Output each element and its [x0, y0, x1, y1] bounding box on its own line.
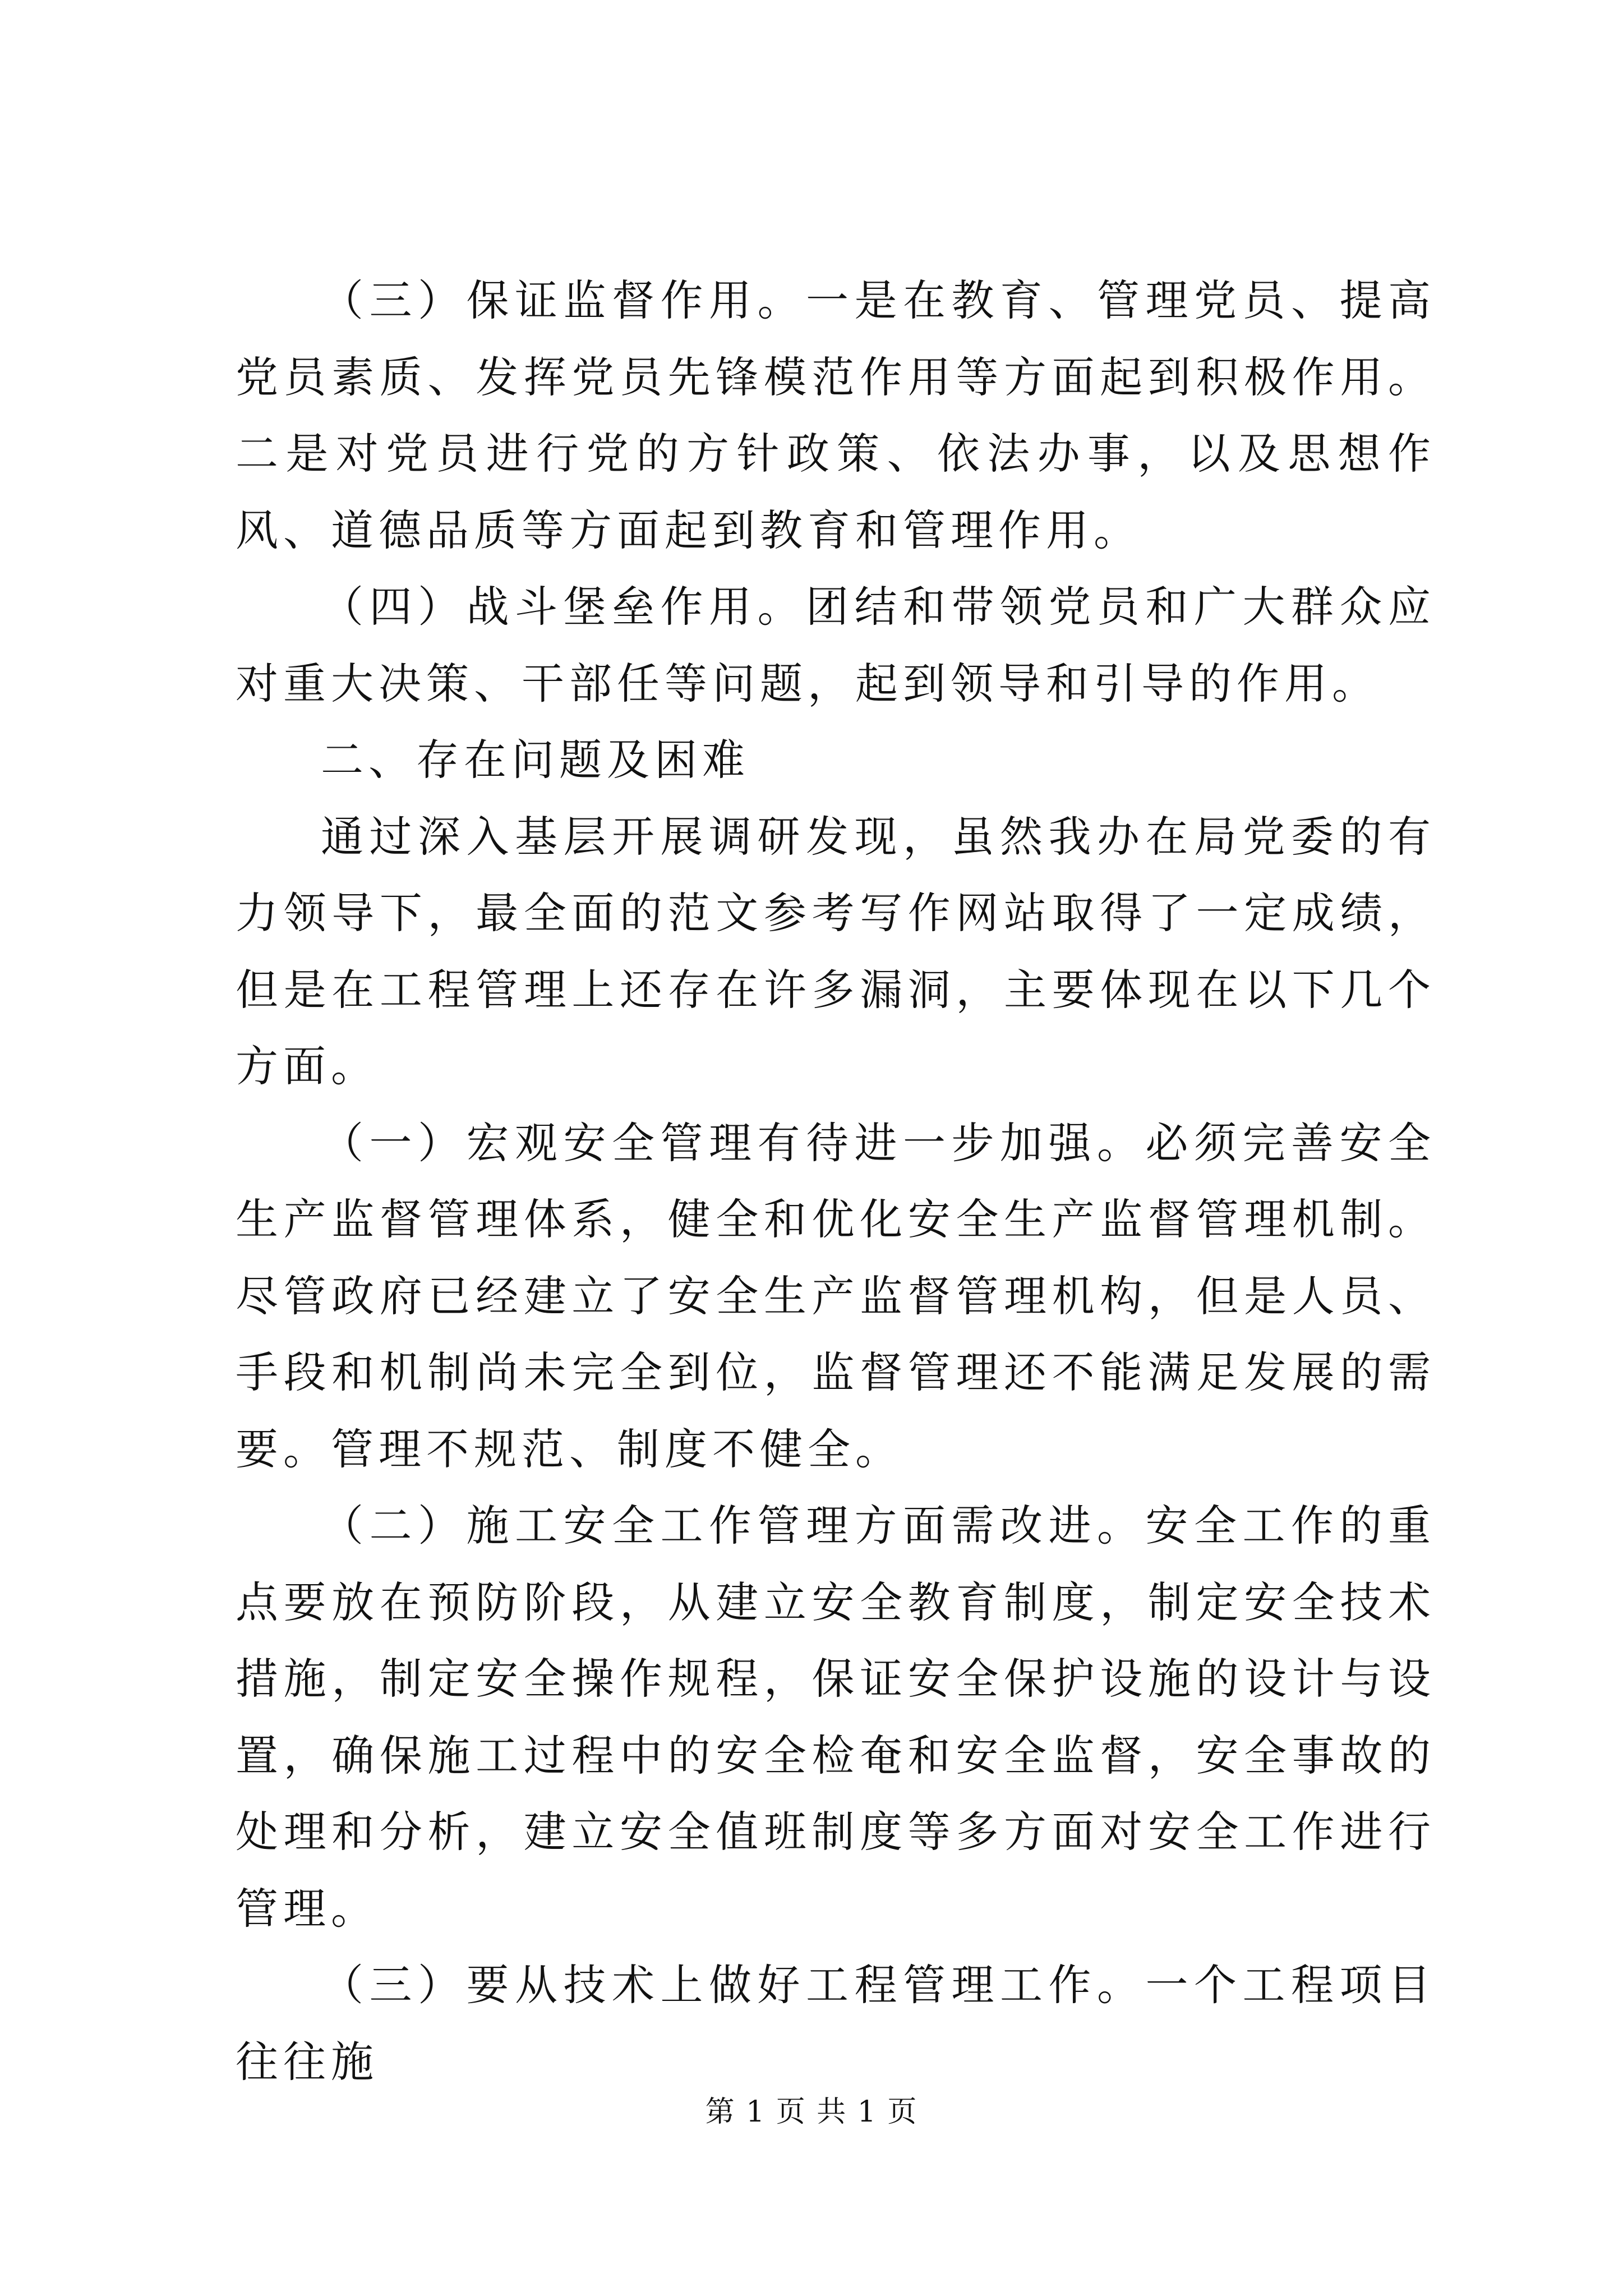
page-footer: 第 1 页 共 1 页 [705, 2095, 918, 2129]
paragraph-fortress-role: （四）战斗堡垒作用。团结和带领党员和广大群众应对重大决策、干部任等问题，起到领导和引导的作用。 [236, 582, 1436, 708]
paragraph-macro-safety: （一）宏观安全管理有待进一步加强。必须完善安全生产监督管理体系，健全和优化安全生产监督管理机制。尽管政府已经建立了安全生产监督管理机构，但是人员、手段和机制尚未完全到位，监督管理还不能满足发展的需要。管理不规范、制度不健全。 [236, 1117, 1436, 1474]
paragraph-construction-safety: （二）施工安全工作管理方面需改进。安全工作的重点要放在预防阶段，从建立安全教育制度，制定安全技术措施，制定安全操作规程，保证安全保护设施的设计与设置，确保施工过程中的安全检奄和安全监督，安全事故的处理和分析，建立安全值班制度等多方面对安全工作进行管理。 [236, 1501, 1436, 1934]
document-body [236, 263, 1436, 2100]
paragraph-technical-management: （三）要从技术上做好工程管理工作。一个工程项目往往施 [236, 1960, 1436, 2087]
paragraph-research-findings: 通过深入基层开展调研发现，虽然我办在局党委的有力领导下，最全面的范文参考写作网站取得了一定成绩，但是在工程管理上还存在许多漏洞，主要体现在以下几个方面。 [236, 811, 1436, 1091]
section-heading-problems: 二、存在问题及困难 [321, 735, 750, 785]
paragraph-supervision-role: （三）保证监督作用。一是在教育、管理党员、提高党员素质、发挥党员先锋模范作用等方面起到积极作用。二是对党员进行党的方针政策、依法办事，以及思想作风、道德品质等方面起到教育和管理作用。 [236, 275, 1436, 555]
